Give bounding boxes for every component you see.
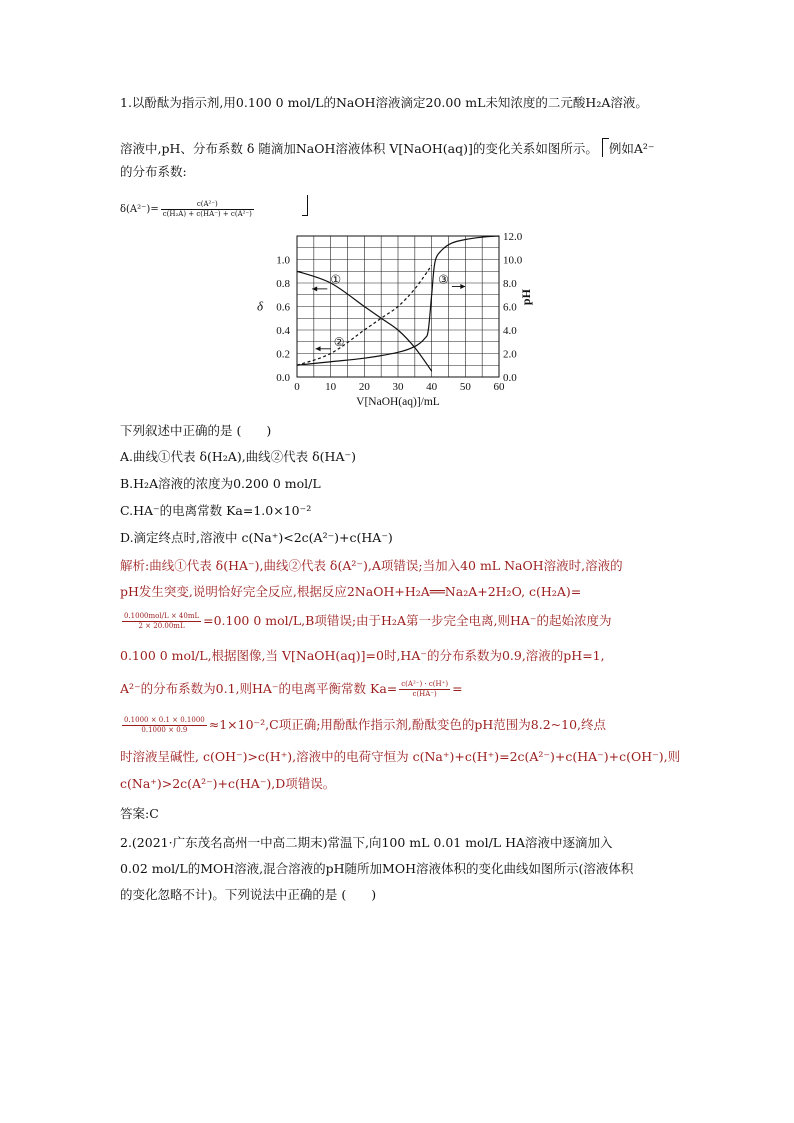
q1-stem: 下列叙述中正确的是 ( )	[120, 423, 272, 438]
fraction-3-numerator: 0.1000 × 0.1 × 0.1000	[124, 716, 205, 724]
y-right-tick-label: 10.0	[503, 254, 523, 267]
option-b: B.H₂A溶液的浓度为0.200 0 mol/L	[120, 476, 321, 491]
analysis-line6	[120, 716, 606, 735]
q2-line3: 的变化忽略不计)。下列说法中正确的是 ( )	[120, 887, 377, 902]
chart-marks	[257, 231, 533, 408]
analysis-line5-text: A²⁻的分布系数为0.1,则HA⁻的电离平衡常数 Ka=	[120, 681, 398, 696]
x-tick-label: 20	[358, 381, 370, 393]
y-right-tick-label: 4.0	[503, 325, 517, 337]
arrow-head	[312, 286, 317, 291]
y-right-tick-label: 2.0	[503, 348, 517, 361]
x-axis-label: V[NaOH(aq)]/mL	[356, 396, 440, 408]
series-curve-2	[297, 265, 432, 365]
x-tick-label: 40	[426, 381, 438, 393]
q1-line2-example: 例如A²⁻	[608, 141, 655, 156]
fraction-2-denominator: c(HA⁻)	[399, 689, 450, 699]
curve-label: ①	[330, 272, 342, 287]
analysis-fraction-2	[399, 680, 450, 699]
curve-label: ②	[333, 334, 345, 349]
x-tick-label: 50	[459, 381, 471, 393]
y-left-tick-label: 0.6	[276, 301, 290, 314]
analysis-line1: 解析:曲线①代表 δ(HA⁻),曲线②代表 δ(A²⁻),A项错误;当加入40 mL NaOH溶液时,溶液的	[120, 558, 623, 573]
y-left-tick-label: 0.4	[276, 325, 290, 337]
y-left-tick-label: 0.8	[276, 278, 290, 290]
x-tick-label: 10	[325, 381, 337, 393]
fraction-1-numerator: 0.1000mol/L × 40mL	[124, 612, 200, 620]
arrow-head	[460, 284, 465, 289]
analysis-line5	[120, 680, 463, 699]
q2-line2: 0.02 mol/L的MOH溶液,混合溶液的pH随所加MOH溶液体积的变化曲线如图所示(溶液体积	[120, 861, 634, 876]
fraction-3-denominator: 0.1000 × 0.9	[122, 725, 207, 735]
analysis-line4: 0.100 0 mol/L,根据图像,当 V[NaOH(aq)]=0时,HA⁻的分布系数为0.9,溶液的pH=1,	[120, 648, 605, 663]
formula-numerator: c(A²⁻)	[196, 200, 218, 208]
q2-line1: 2.(2021·广东茂名高州一中高二期末)常温下,向100 mL 0.01 mol/L HA溶液中逐滴加入	[120, 835, 613, 850]
plot-frame	[297, 236, 499, 377]
y-left-tick-label: 1.0	[276, 254, 290, 267]
option-c: C.HA⁻的电离常数 Ka=1.0×10⁻²	[120, 503, 312, 518]
chart-grid	[297, 236, 499, 377]
option-a: A.曲线①代表 δ(H₂A),曲线②代表 δ(HA⁻)	[120, 449, 356, 464]
q1-line1: 1.以酚酞为指示剂,用0.100 0 mol/L的NaOH溶液滴定20.00 mL未知浓度的二元酸H₂A溶液。	[120, 95, 648, 110]
x-tick-label: 0	[294, 381, 300, 393]
x-tick-label: 60	[493, 381, 505, 393]
analysis-line6-text: ≈1×10⁻²,C项正确;用酚酞作指示剂,酚酞变色的pH范围为8.2~10,终点	[208, 717, 607, 732]
fraction-1-denominator: 2 × 20.00mL	[122, 621, 201, 631]
y-right-tick-label: 0.0	[503, 372, 517, 384]
formula-denominator: c(H₂A) + c(HA⁻) + c(A²⁻)	[162, 210, 252, 218]
analysis-line3	[120, 612, 611, 631]
x-tick-label: 30	[392, 381, 404, 393]
arrow-head	[316, 346, 321, 351]
y-left-tick-label: 0.0	[276, 372, 290, 384]
q1-line3: 的分布系数:	[120, 164, 187, 179]
q1-line2	[120, 138, 655, 158]
y-right-tick-label: 6.0	[503, 301, 517, 314]
y-left-tick-label: 0.2	[276, 348, 290, 361]
y-right-tick-label: 12.0	[503, 231, 523, 243]
analysis-fraction-1	[122, 612, 201, 631]
y-left-axis-label: δ	[256, 298, 264, 314]
analysis-line8: c(Na⁺)>2c(A²⁻)+c(HA⁻),D项错误。	[120, 776, 336, 791]
formula-fraction	[161, 200, 254, 219]
distribution-formula	[120, 200, 256, 219]
formula-end-bracket	[302, 195, 308, 216]
bracket-mark	[602, 138, 609, 157]
analysis-line2: pH发生突变,说明恰好完全反应,根据反应2NaOH+H₂A══Na₂A+2H₂O, c(H₂A)=	[120, 584, 582, 599]
y-right-axis-label: pH	[519, 289, 533, 306]
option-d: D.滴定终点时,溶液中 c(Na⁺)<2c(A²⁻)+c(HA⁻)	[120, 530, 393, 545]
analysis-fraction-3	[122, 716, 207, 735]
series-curve-1	[297, 271, 432, 371]
q1-line2-text: 溶液中,pH、分布系数 δ 随滴加NaOH溶液体积 V[NaOH(aq)]的变化关系如图所示。	[120, 141, 598, 156]
analysis-line3-text: =0.100 0 mol/L,B项错误;由于H₂A第一步完全电离,则HA⁻的起始浓度为	[203, 613, 612, 628]
formula-lhs: δ(A²⁻)=	[120, 204, 159, 215]
series-curve-3	[297, 236, 499, 365]
y-right-tick-label: 8.0	[503, 278, 517, 290]
answer: 答案:C	[120, 806, 159, 821]
analysis-line5-tail: =	[452, 681, 463, 696]
fraction-2-numerator: c(A²⁻) · c(H⁺)	[401, 680, 449, 688]
curve-label: ③	[438, 272, 449, 287]
analysis-line7: 时溶液呈碱性, c(OH⁻)>c(H⁺),溶液中的电荷守恒为 c(Na⁺)+c(H⁺)=2c(A²⁻)+c(HA⁻)+c(OH⁻),则	[120, 749, 681, 764]
